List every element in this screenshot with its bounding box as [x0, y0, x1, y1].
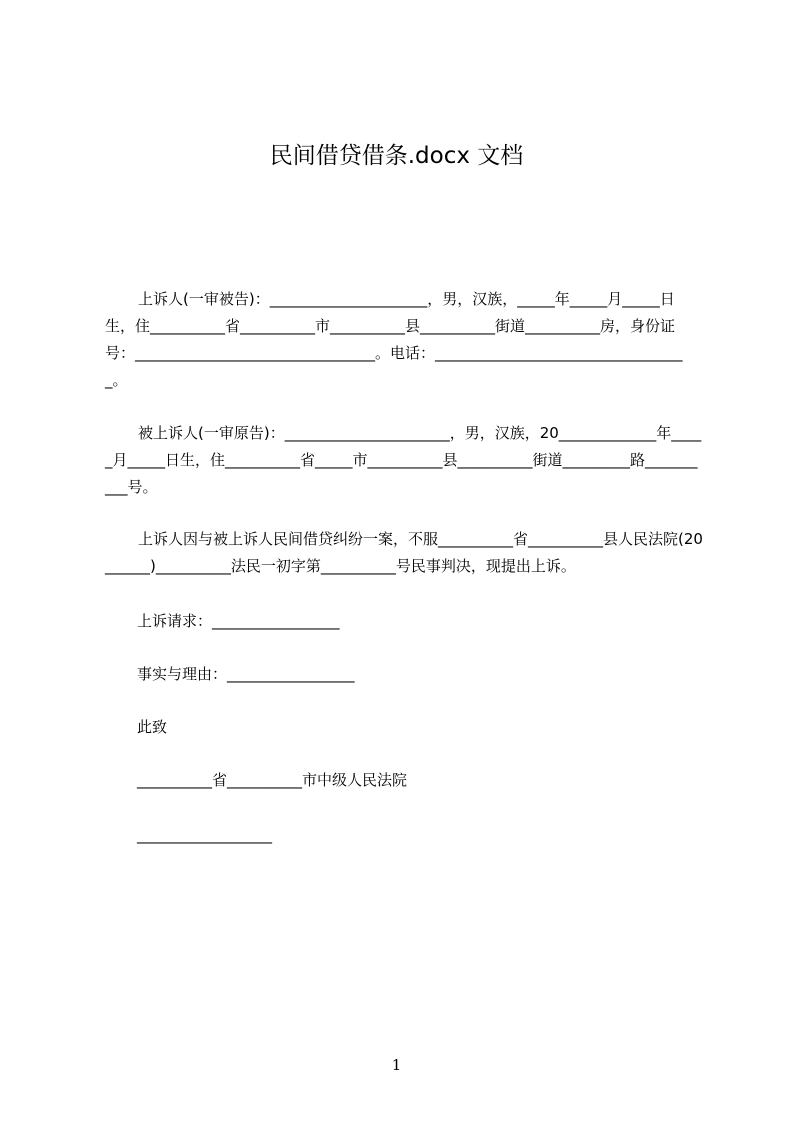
case-paragraph: 上诉人因与被上诉人民间借贷纠纷一案，不服__________省__________县人民法院(20______)__________法民一初字第__________号民事判决，现提出上诉。 [105, 530, 703, 575]
appellee-paragraph-container [105, 420, 703, 501]
page-number: 1 [391, 1056, 402, 1074]
signature-line: __________________ [137, 826, 272, 844]
salutation-line: 此致 [137, 718, 168, 736]
page-title: 民间借贷借条.docx 文档 [269, 143, 524, 169]
appellant-paragraph-container [105, 286, 703, 394]
case-paragraph-container [105, 526, 703, 580]
facts-reasons-line: 事实与理由：_________________ [137, 665, 355, 683]
appellant-paragraph: 上诉人(一审被告)：_____________________，男，汉族，_____年_____月_____日生，住__________省__________市__________县__________街道__________房，身份证号：________________________________。电话：__________________________________。 [105, 290, 683, 389]
appellee-paragraph: 被上诉人(一审原告)：______________________，男，汉族，20_____________年_____月_____日生，住__________省_____市__________县__________街道_________路__________号。 [105, 424, 702, 496]
court-line: __________省__________市中级人民法院 [137, 771, 408, 789]
appeal-request-line: 上诉请求：_________________ [137, 612, 340, 630]
